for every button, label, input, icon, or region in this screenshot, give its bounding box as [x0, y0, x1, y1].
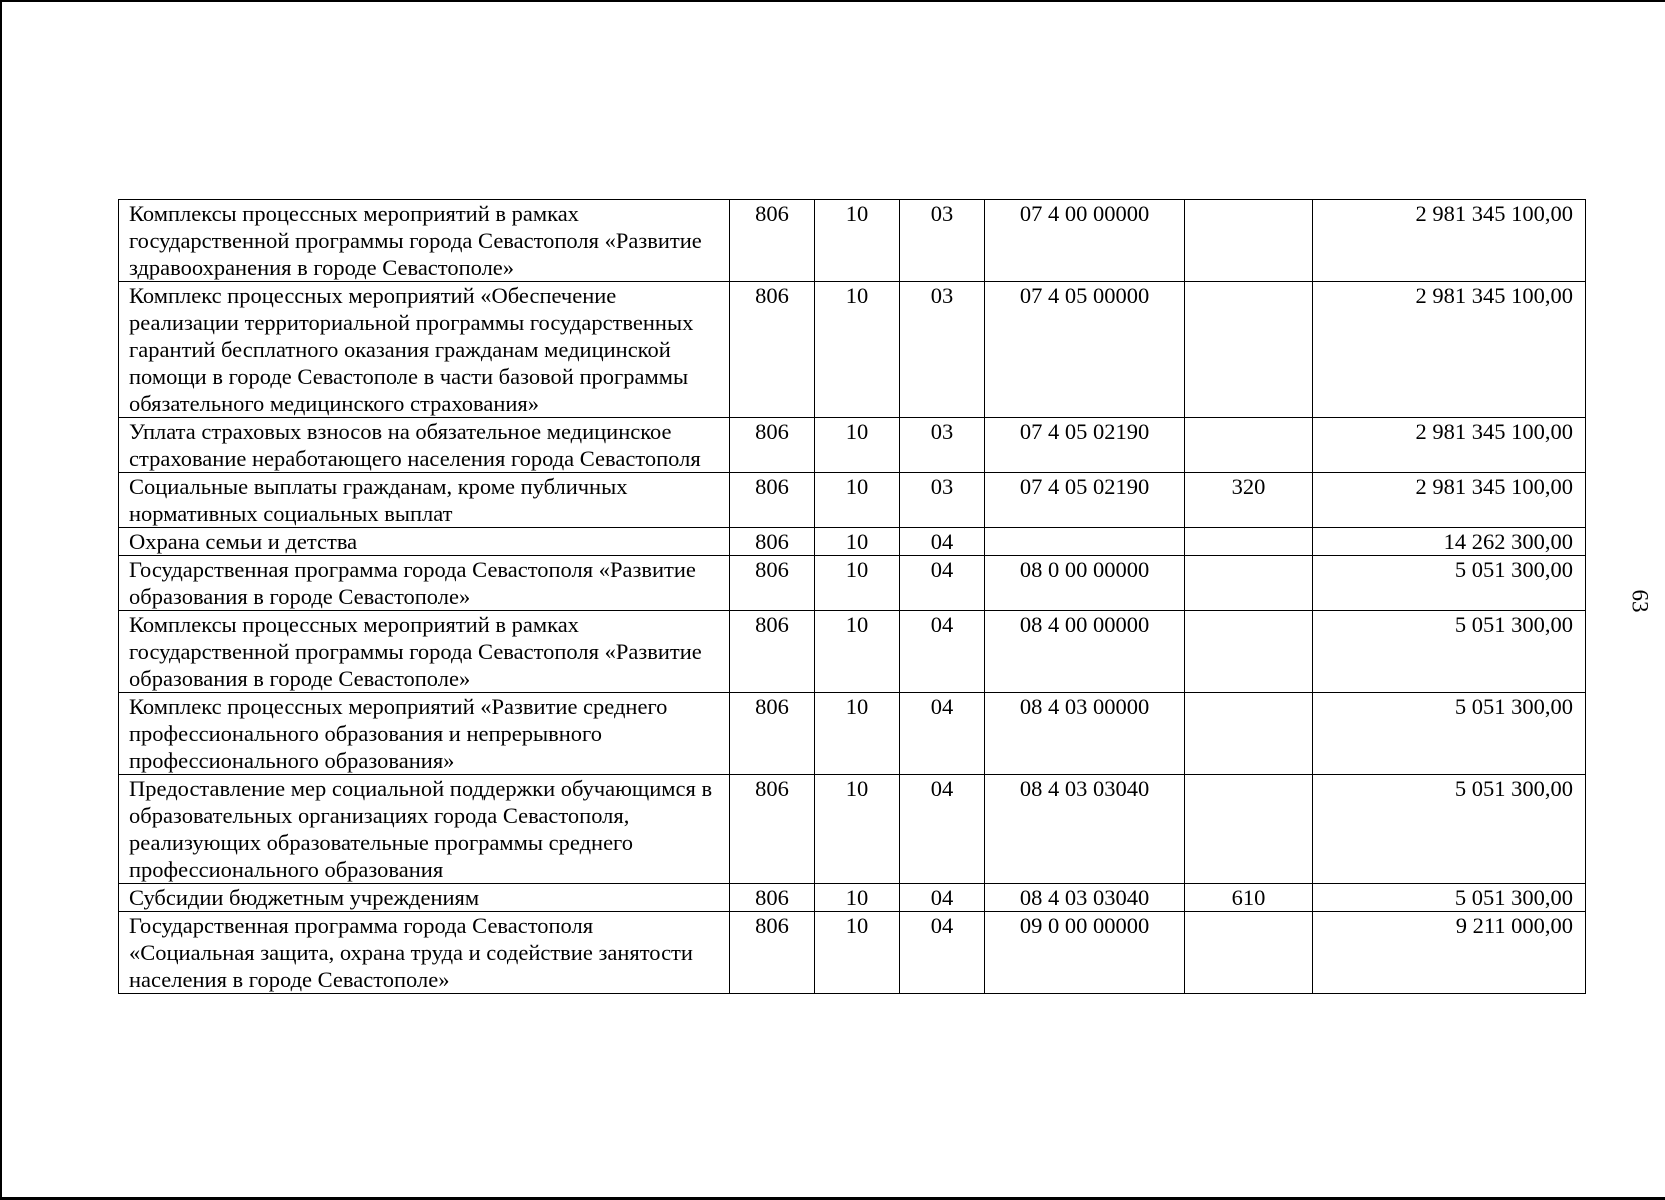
row-section-cell: 10 [815, 418, 900, 473]
row-amount-cell: 2 981 345 100,00 [1313, 418, 1586, 473]
row-expense-type-cell [1185, 775, 1313, 884]
row-expense-type-cell [1185, 528, 1313, 556]
row-target-cell [985, 528, 1185, 556]
row-subsection-cell: 04 [900, 611, 985, 693]
row-amount-cell: 2 981 345 100,00 [1313, 473, 1586, 528]
row-expense-type-cell [1185, 282, 1313, 418]
table-row [119, 611, 1586, 693]
page-number: 63 [1627, 589, 1653, 613]
row-admin-cell: 806 [730, 611, 815, 693]
row-name-cell: Уплата страховых взносов на обязательное медицинское страхование неработающего населения города Севастополя [119, 418, 730, 473]
row-admin-cell: 806 [730, 884, 815, 912]
row-expense-type-cell: 610 [1185, 884, 1313, 912]
row-target-cell: 07 4 05 02190 [985, 418, 1185, 473]
row-amount-cell: 9 211 000,00 [1313, 912, 1586, 994]
row-subsection-cell: 04 [900, 528, 985, 556]
row-admin-cell: 806 [730, 775, 815, 884]
row-section-cell: 10 [815, 473, 900, 528]
row-admin-cell: 806 [730, 912, 815, 994]
row-name-cell: Предоставление мер социальной поддержки обучающимся в образовательных организациях города Севастополя, реализующих образовательные программы среднего профессионального образования [119, 775, 730, 884]
row-subsection-cell: 04 [900, 556, 985, 611]
row-amount-cell: 5 051 300,00 [1313, 775, 1586, 884]
row-amount-cell: 14 262 300,00 [1313, 528, 1586, 556]
row-name-cell: Государственная программа города Севастополя «Социальная защита, охрана труда и содействие занятости населения в городе Севастополе» [119, 912, 730, 994]
row-name-cell: Социальные выплаты гражданам, кроме публичных нормативных социальных выплат [119, 473, 730, 528]
row-section-cell: 10 [815, 200, 900, 282]
table-row [119, 528, 1586, 556]
row-subsection-cell: 03 [900, 418, 985, 473]
row-target-cell: 08 4 03 00000 [985, 693, 1185, 775]
row-admin-cell: 806 [730, 528, 815, 556]
row-name-cell: Комплексы процессных мероприятий в рамках государственной программы города Севастополя «Развитие здравоохранения в городе Севастополе» [119, 200, 730, 282]
budget-table [118, 199, 1586, 994]
row-section-cell: 10 [815, 611, 900, 693]
row-subsection-cell: 03 [900, 282, 985, 418]
row-subsection-cell: 03 [900, 200, 985, 282]
row-subsection-cell: 04 [900, 693, 985, 775]
row-subsection-cell: 03 [900, 473, 985, 528]
row-admin-cell: 806 [730, 282, 815, 418]
row-target-cell: 08 4 03 03040 [985, 884, 1185, 912]
row-subsection-cell: 04 [900, 912, 985, 994]
table-row [119, 775, 1586, 884]
table-row [119, 912, 1586, 994]
row-target-cell: 08 4 00 00000 [985, 611, 1185, 693]
row-admin-cell: 806 [730, 556, 815, 611]
row-expense-type-cell [1185, 693, 1313, 775]
row-expense-type-cell [1185, 200, 1313, 282]
row-section-cell: 10 [815, 884, 900, 912]
row-name-cell: Субсидии бюджетным учреждениям [119, 884, 730, 912]
row-target-cell: 09 0 00 00000 [985, 912, 1185, 994]
row-admin-cell: 806 [730, 473, 815, 528]
table-row [119, 693, 1586, 775]
row-amount-cell: 5 051 300,00 [1313, 611, 1586, 693]
table-row [119, 418, 1586, 473]
row-subsection-cell: 04 [900, 775, 985, 884]
row-amount-cell: 2 981 345 100,00 [1313, 282, 1586, 418]
row-target-cell: 07 4 05 00000 [985, 282, 1185, 418]
row-name-cell: Комплекс процессных мероприятий «Обеспечение реализации территориальной программы государственных гарантий бесплатного оказания гражданам медицинской помощи в городе Севастополе в части базовой программы обязательного медицинского страхования» [119, 282, 730, 418]
row-target-cell: 07 4 05 02190 [985, 473, 1185, 528]
row-name-cell: Комплекс процессных мероприятий «Развитие среднего профессионального образования и непрерывного профессионального образования» [119, 693, 730, 775]
row-name-cell: Охрана семьи и детства [119, 528, 730, 556]
budget-table-body [119, 200, 1586, 994]
table-row [119, 200, 1586, 282]
row-admin-cell: 806 [730, 200, 815, 282]
row-amount-cell: 2 981 345 100,00 [1313, 200, 1586, 282]
row-section-cell: 10 [815, 775, 900, 884]
row-expense-type-cell [1185, 611, 1313, 693]
row-section-cell: 10 [815, 693, 900, 775]
row-amount-cell: 5 051 300,00 [1313, 556, 1586, 611]
row-amount-cell: 5 051 300,00 [1313, 693, 1586, 775]
row-subsection-cell: 04 [900, 884, 985, 912]
row-admin-cell: 806 [730, 693, 815, 775]
row-expense-type-cell: 320 [1185, 473, 1313, 528]
row-admin-cell: 806 [730, 418, 815, 473]
row-section-cell: 10 [815, 556, 900, 611]
scan-edge-top [0, 0, 1665, 2]
row-section-cell: 10 [815, 912, 900, 994]
table-row [119, 473, 1586, 528]
scan-edge-left [0, 0, 2, 1200]
row-section-cell: 10 [815, 528, 900, 556]
row-name-cell: Государственная программа города Севастополя «Развитие образования в городе Севастополе» [119, 556, 730, 611]
row-section-cell: 10 [815, 282, 900, 418]
table-row [119, 556, 1586, 611]
row-expense-type-cell [1185, 556, 1313, 611]
row-target-cell: 07 4 00 00000 [985, 200, 1185, 282]
row-target-cell: 08 4 03 03040 [985, 775, 1185, 884]
row-expense-type-cell [1185, 912, 1313, 994]
row-name-cell: Комплексы процессных мероприятий в рамках государственной программы города Севастополя «Развитие образования в городе Севастополе» [119, 611, 730, 693]
row-target-cell: 08 0 00 00000 [985, 556, 1185, 611]
table-row [119, 282, 1586, 418]
table-row [119, 884, 1586, 912]
row-expense-type-cell [1185, 418, 1313, 473]
row-amount-cell: 5 051 300,00 [1313, 884, 1586, 912]
